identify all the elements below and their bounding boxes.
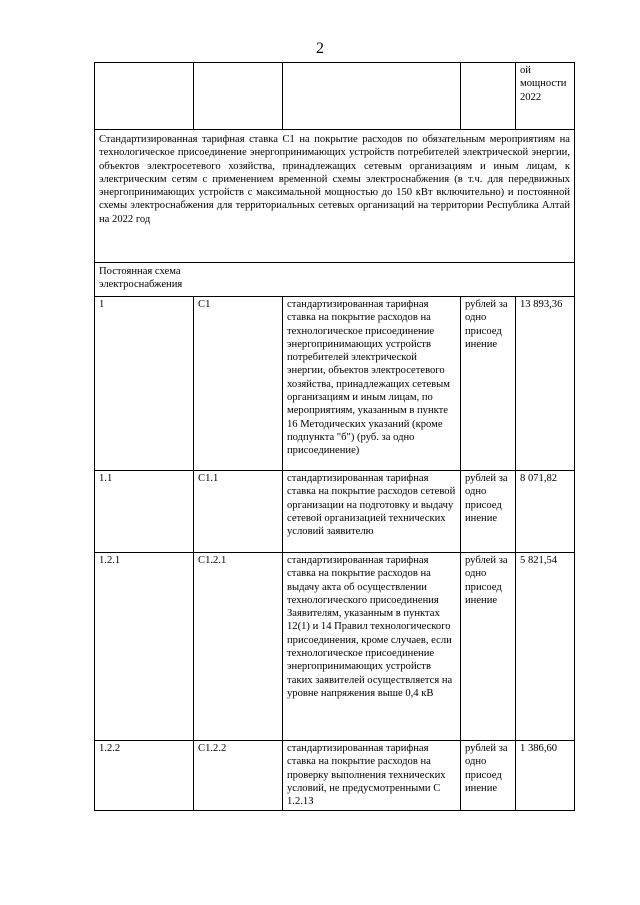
row-description: стандартизированная тарифная ставка на покрытие расходов на проверку выполнения технических условий, не предусмотренными С 1.2.1З <box>283 741 461 811</box>
row-number: 1.2.2 <box>95 741 194 811</box>
section-title-row <box>95 130 575 263</box>
row-unit: рублей за одно присоед инение <box>461 553 516 741</box>
row-number: 1.1 <box>95 471 194 553</box>
row-code: С1.2.1 <box>194 553 283 741</box>
table-row <box>95 741 575 811</box>
page-number: 2 <box>316 40 324 57</box>
empty-cell <box>461 63 516 130</box>
table-row <box>95 553 575 741</box>
row-code: С1.1 <box>194 471 283 553</box>
row-code: С1 <box>194 297 283 471</box>
table-row <box>95 471 575 553</box>
row-description: стандартизированная тарифная ставка на покрытие расходов на технологическое присоединение энергопринимающих устройств потребителей электрической энергии, объектов электросетевого хозяйства, принадлежащих сетевым организациям и иным лицам, по мероприятиям, указанным в пункте 16 Методических указаний (кроме подпункта "б") (руб. за одно присоединение) <box>283 297 461 471</box>
row-unit: рублей за одно присоед инение <box>461 471 516 553</box>
row-number: 1 <box>95 297 194 471</box>
empty-cell <box>95 63 194 130</box>
empty-cell <box>283 63 461 130</box>
row-unit: рублей за одно присоед инение <box>461 297 516 471</box>
tariff-table <box>94 62 575 811</box>
scheme-title-row <box>95 263 575 297</box>
continuation-cell: ой мощности 2022 <box>516 63 575 130</box>
section-title: Стандартизированная тарифная ставка С1 на покрытие расходов по обязательным мероприятиям на технологическое присоединение энергопринимающих устройств потребителей электрической энергии, объектов электросетевого хозяйства, принадлежащих сетевым организациям и иным лицам, к электрическим сетям с применением временной схемы электроснабжения (в т.ч. для передвижных энергопринимающих устройств с максимальной мощностью до 150 кВт включительно) и постоянной схемы электроснабжения для территориальных сетевых организаций на территории Республика Алтай на 2022 год <box>95 130 575 263</box>
continuation-row <box>95 63 575 130</box>
row-value: 13 893,36 <box>516 297 575 471</box>
row-description: стандартизированная тарифная ставка на покрытие расходов сетевой организации на подготовку и выдачу сетевой организацией технических условий заявителю <box>283 471 461 553</box>
row-value: 1 386,60 <box>516 741 575 811</box>
row-code: С1.2.2 <box>194 741 283 811</box>
row-value: 8 071,82 <box>516 471 575 553</box>
row-unit: рублей за одно присоед инение <box>461 741 516 811</box>
empty-cell <box>194 63 283 130</box>
scheme-title: Постоянная схема электроснабжения <box>95 263 575 297</box>
row-number: 1.2.1 <box>95 553 194 741</box>
row-value: 5 821,54 <box>516 553 575 741</box>
row-description: стандартизированная тарифная ставка на покрытие расходов на выдачу акта об осуществлении технологического присоединения Заявителям, указанным в пунктах 12(1) и 14 Правил технологического присоединения, кроме случаев, если технологическое присоединение энергопринимающих устройств таких заявителей осуществляется на уровне напряжения выше 0,4 кВ <box>283 553 461 741</box>
table-row <box>95 297 575 471</box>
